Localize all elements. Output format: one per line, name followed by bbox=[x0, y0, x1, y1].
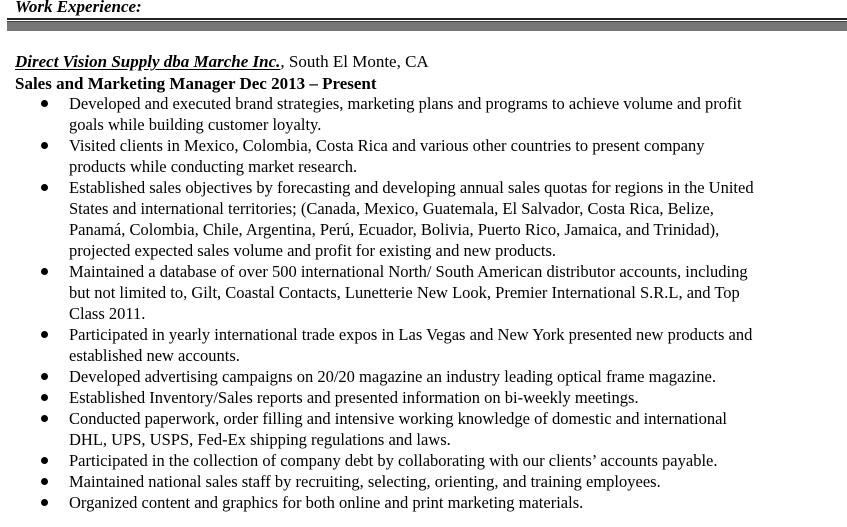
section-title: Work Experience: bbox=[15, 0, 142, 16]
bullet-text: Maintained a database of over 500 international North/ South American distributor accounts, including but not limited to, Gilt, Coastal Contacts, Lunetterie New Look, Premier International S.R.L, and Top Class 2011. bbox=[69, 262, 748, 323]
header-rule-thick bbox=[7, 21, 847, 31]
bullet-text: Developed advertising campaigns on 20/20 magazine an industry leading optical frame magazine. bbox=[69, 367, 716, 386]
employer-name: Direct Vision Supply dba Marche Inc. bbox=[15, 52, 281, 71]
bullet-icon bbox=[41, 331, 48, 338]
list-item bbox=[0, 387, 847, 408]
list-item bbox=[0, 471, 847, 492]
bullet-text: Established sales objectives by forecasting and developing annual sales quotas for regions in the United States and international territories; (Canada, Mexico, Guatemala, El Salvador, Costa Rica, Belize, Panamá, Colombia, Chile, Argentina, Perú, Ecuador, Bolivia, Puerto Rico, Jamaica, and Trinidad), projected expected sales volume and profit for existing and new products. bbox=[69, 178, 754, 260]
bullet-text: Conducted paperwork, order filling and intensive working knowledge of domestic and international DHL, UPS, USPS, Fed-Ex shipping regulations and laws. bbox=[69, 409, 727, 449]
employer-location: , South El Monte, CA bbox=[280, 52, 429, 71]
header-rule-thin bbox=[7, 18, 847, 20]
bullet-icon bbox=[41, 478, 48, 485]
bullet-text: Participated in the collection of company debt by collaborating with our clients’ accounts payable. bbox=[69, 451, 718, 470]
list-item bbox=[0, 408, 847, 450]
bullet-text: Participated in yearly international trade expos in Las Vegas and New York presented new products and established new accounts. bbox=[69, 325, 753, 365]
list-item bbox=[0, 324, 847, 366]
list-item bbox=[0, 450, 847, 471]
list-item bbox=[0, 93, 847, 135]
bullet-icon bbox=[41, 100, 48, 107]
job-title: Sales and Marketing Manager Dec 2013 – Present bbox=[15, 74, 377, 93]
bullet-icon bbox=[41, 415, 48, 422]
bullet-text: Visited clients in Mexico, Colombia, Costa Rica and various other countries to present company products while conducting market research. bbox=[69, 136, 705, 176]
list-item bbox=[0, 135, 847, 177]
bullet-icon bbox=[41, 394, 48, 401]
bullet-icon bbox=[41, 142, 48, 149]
employer-line bbox=[15, 51, 429, 72]
bullet-icon bbox=[41, 373, 48, 380]
bullet-icon bbox=[41, 268, 48, 275]
bullet-text: Organized content and graphics for both online and print marketing materials. bbox=[69, 493, 584, 512]
bullet-text: Established Inventory/Sales reports and presented information on bi-weekly meetings. bbox=[69, 388, 639, 407]
bullet-icon bbox=[41, 499, 48, 506]
list-item bbox=[0, 366, 847, 387]
list-item bbox=[0, 261, 847, 324]
bullet-text: Maintained national sales staff by recruiting, selecting, orienting, and training employees. bbox=[69, 472, 661, 491]
bullet-text: Developed and executed brand strategies, marketing plans and programs to achieve volume and profit goals while building customer loyalty. bbox=[69, 94, 742, 134]
section-header bbox=[0, 0, 847, 34]
bullet-icon bbox=[41, 184, 48, 191]
duties-list bbox=[0, 93, 847, 513]
bullet-icon bbox=[41, 457, 48, 464]
list-item bbox=[0, 492, 847, 513]
list-item bbox=[0, 177, 847, 261]
